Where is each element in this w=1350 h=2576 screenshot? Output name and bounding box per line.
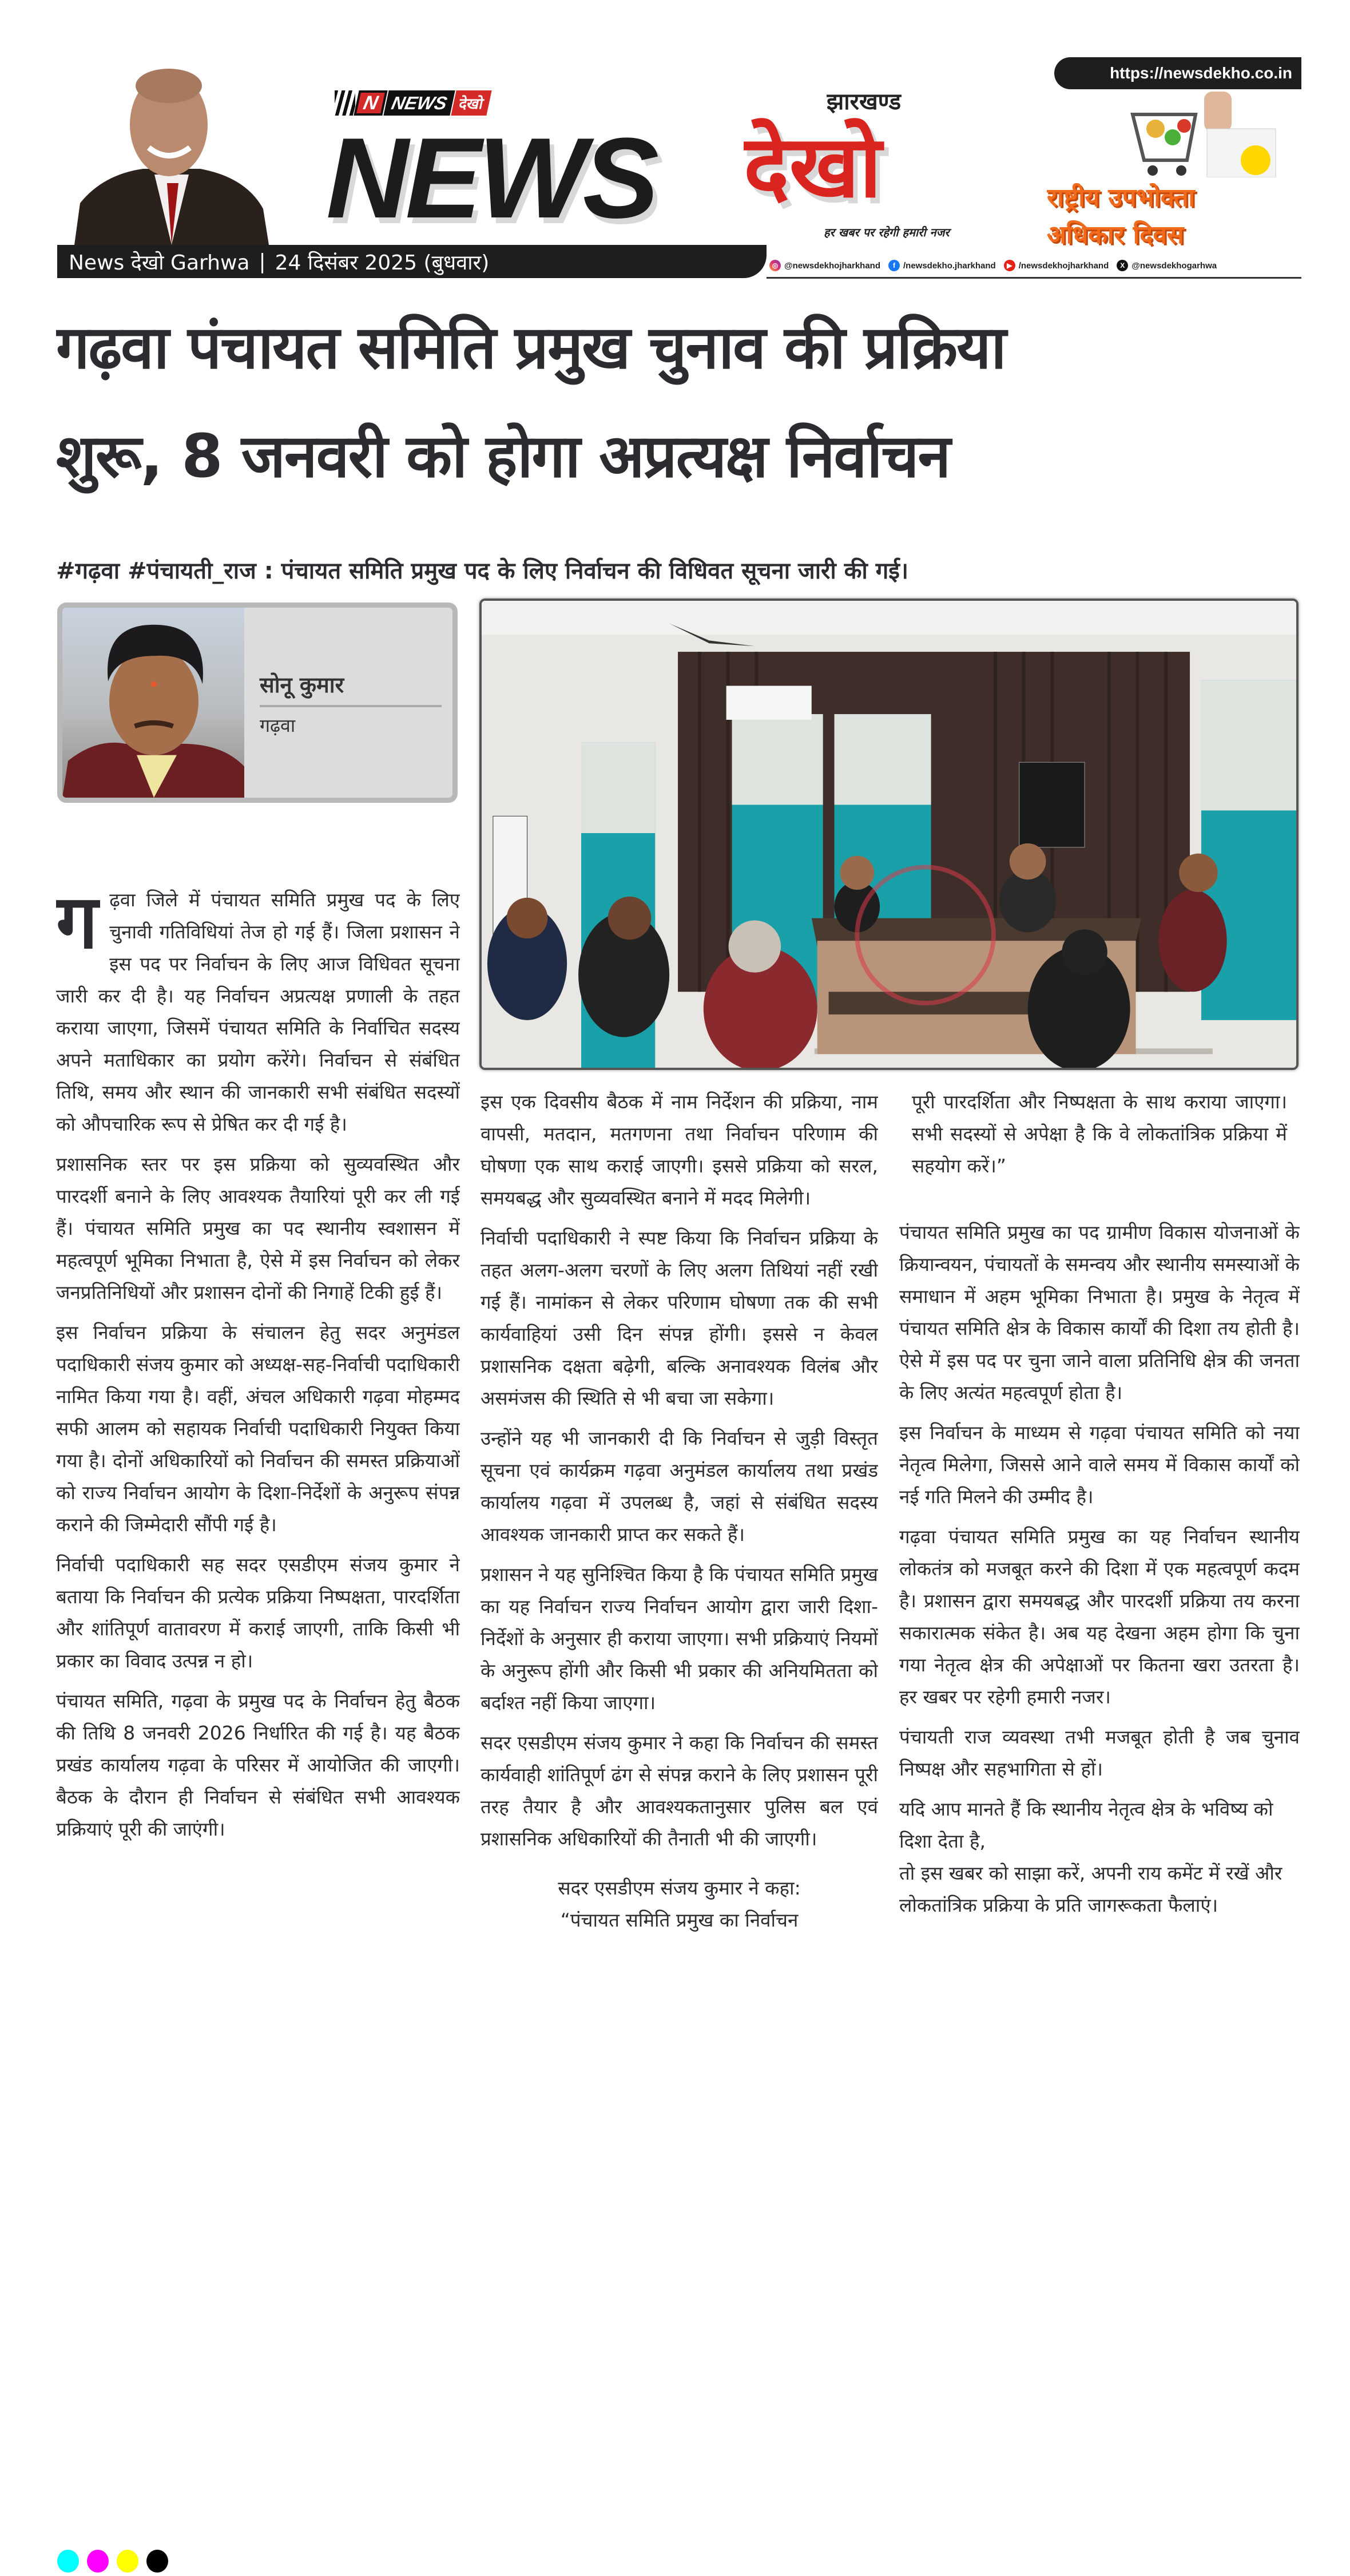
author-byline-card — [57, 603, 458, 803]
consumer-day-ad-image — [1093, 92, 1299, 177]
article-paragraph: पंचायत समिति प्रमुख का पद ग्रामीण विकास योजनाओं के क्रियान्वयन, पंचायतों के समन्वय और स्थानीय समस्याओं के समाधान में अहम भूमिका निभाता है। प्रमुख के नेतृत्व में पंचायत समिति क्षेत्र के विकास कार्यों की दिशा तय होती है। ऐसे में इस पद पर चुना जाने वाला प्रतिनिधि क्षेत्र की जनता के लिए अत्यंत महत्वपूर्ण होता है। — [899, 1221, 1300, 1404]
article-headline — [56, 293, 1303, 522]
article-paragraph: गढ़वा पंचायत समिति प्रमुख का यह निर्वाचन स्थानीय लोकतंत्र को मजबूत करने की दिशा में एक महत्वपूर्ण कदम है। प्रशासन द्वारा समयबद्ध और पारदर्शी प्रक्रिया तय करना सकारात्मक संकेत है। अब यह देखना अहम होगा कि चुना गया नेतृत्व क्षेत्र की अपेक्षाओं पर कितना खरा उतरता है। हर खबर पर रहेगी हमारी नजर। — [899, 1525, 1300, 1708]
article-paragraph: पंचायती राज व्यवस्था तभी मजबूत होती है जब चुनाव निष्पक्ष और सहभागिता से हों। — [899, 1726, 1300, 1780]
small-brand-logo — [335, 90, 489, 116]
brand-tagline: हर खबर पर रहेगी हमारी नजर — [824, 225, 950, 239]
brand-wordmark-dekho: देखो — [744, 118, 882, 216]
meeting-photo — [479, 599, 1299, 1070]
headline-line-1: गढ़वा पंचायत समिति प्रमुख चुनाव की प्रक्रिया — [56, 312, 1006, 382]
facebook-icon[interactable]: f — [888, 260, 900, 271]
logo-n-mark: N — [354, 90, 387, 116]
instagram-handle[interactable]: @newsdekhojharkhand — [784, 260, 880, 271]
author-info — [244, 608, 452, 798]
article-paragraph: इस एक दिवसीय बैठक में नाम निर्देशन की प्रक्रिया, नाम वापसी, मतदान, मतगणना तथा निर्वाचन परिणाम की घोषणा एक साथ कराई जाएगी। इससे प्रक्रिया को सरल, समयबद्ध और सुव्यवस्थित बनाने में मदद मिलेगी। — [481, 1091, 878, 1209]
article-paragraph: इस निर्वाचन के माध्यम से गढ़वा पंचायत समिति को नया नेतृत्व मिलेगा, जिससे आने वाले समय में विकास कार्यों को नई गति मिलने की उम्मीद है। — [899, 1421, 1300, 1508]
youtube-icon[interactable]: ▶ — [1004, 260, 1015, 271]
raised-fist-icon — [1204, 92, 1232, 132]
dateline-bar — [57, 245, 767, 278]
author-photo — [62, 608, 244, 798]
website-url-badge[interactable] — [1054, 57, 1301, 89]
black-dot — [146, 2550, 168, 2573]
author-divider — [260, 705, 442, 707]
air-conditioner — [726, 686, 812, 720]
ad-headline-line1: राष्ट्रीय उपभोक्ता — [1047, 183, 1195, 212]
article-paragraph — [56, 884, 460, 1140]
sun-icon — [1241, 145, 1270, 175]
cmyk-registration-marks — [57, 2550, 168, 2573]
edition-name: News देखो Garhwa — [69, 251, 250, 275]
masthead-portrait-image — [57, 63, 286, 245]
logo-news-text: NEWS — [383, 90, 455, 116]
website-url[interactable]: https://newsdekho.co.in — [1110, 64, 1292, 82]
magenta-dot — [87, 2550, 109, 2573]
x-icon[interactable]: X — [1117, 260, 1128, 271]
x-handle[interactable]: @newsdekhogarhwa — [1131, 260, 1217, 271]
author-name: सोनू कुमार — [260, 672, 344, 697]
drop-cap: ग — [56, 884, 98, 965]
paragraph-text: ढ़वा जिले में पंचायत समिति प्रमुख पद के लिए चुनावी गतिविधियां तेज हो गई हैं। जिला प्रशासन ने इस पद पर निर्वाचन के लिए आज विधिवत सूचना जारी कर दी है। यह निर्वाचन अप्रत्यक्ष प्रणाली के तहत कराया जाएगा, जिसमें पंचायत समिति के निर्वाचित सदस्य अपने मताधिकार का प्रयोग करेंगे। निर्वाचन से संबंधित तिथि, समय और स्थान की जानकारी सभी संबंधित सदस्यों को औपचारिक रूप से प्रेषित कर दी गई है। — [56, 889, 460, 1135]
author-location: गढ़वा — [260, 715, 296, 736]
masthead — [0, 0, 1350, 280]
yellow-dot — [117, 2550, 138, 2573]
logo-stripes — [335, 90, 355, 116]
article-paragraph: सदर एसडीएम संजय कुमार ने कहा कि निर्वाचन की समस्त कार्यवाही शांतिपूर्ण ढंग से संपन्न कराने के लिए प्रशासन पूरी तरह तैयार है और आवश्यकतानुसार पुलिस बल एवं प्रशासनिक अधिकारियों की तैनाती भी की जाएगी। — [481, 1731, 878, 1850]
facebook-handle[interactable]: /newsdekho.jharkhand — [903, 260, 996, 271]
article-paragraph: प्रशासनिक स्तर पर इस प्रक्रिया को सुव्यवस्थित और पारदर्शी बनाने के लिए आवश्यक तैयारियां पूरी कर ली गई हैं। पंचायत समिति प्रमुख का पद स्थानीय स्वशासन में महत्वपूर्ण भूमिका निभाता है, ऐसे में इस निर्वाचन को लेकर जनप्रतिनिधियों और प्रशासन दोनों की निगाहें टिकी हुई हैं। — [56, 1153, 460, 1303]
call-to-action-line: तो इस खबर को साझा करें, अपनी राय कमेंट में रखें और लोकतांत्रिक प्रक्रिया के प्रति जागरूकता फैलाएं। — [899, 1862, 1282, 1916]
article-paragraph: प्रशासन ने यह सुनिश्चित किया है कि पंचायत समिति प्रमुख का यह निर्वाचन राज्य निर्वाचन आयोग द्वारा जारी दिशा-निर्देशों के अनुसार ही कराया जाएगा। सभी प्रक्रियाएं नियमों के अनुरूप होंगी और किसी भी प्रकार की अनियमितता को बर्दाश्त नहीं किया जाएगा। — [481, 1563, 878, 1714]
youtube-handle[interactable]: /newsdekhojharkhand — [1018, 260, 1109, 271]
article-paragraph: निर्वाची पदाधिकारी सह सदर एसडीएम संजय कुमार ने बताया कि निर्वाचन की प्रत्येक प्रक्रिया निष्पक्षता, पारदर्शिता और शांतिपूर्ण वातावरण में कराई जाएगी, ताकि किसी भी प्रकार का विवाद उत्पन्न न हो। — [56, 1553, 460, 1672]
brand-wordmark-news: NEWS — [326, 121, 656, 236]
state-label: झारखण्ड — [827, 89, 902, 115]
quote-intro: सदर एसडीएम संजय कुमार ने कहा: — [558, 1877, 801, 1899]
quote-text-start: “पंचायत समिति प्रमुख का निर्वाचन — [560, 1909, 799, 1931]
masthead-divider — [767, 277, 1301, 279]
cyan-dot — [57, 2550, 79, 2573]
article-column-3 — [899, 1086, 1300, 2568]
article-paragraph: निर्वाची पदाधिकारी ने स्पष्ट किया कि निर्वाचन प्रक्रिया के तहत अलग-अलग चरणों के लिए अलग तिथियां नहीं रखी गई हैं। नामांकन से लेकर परिणाम घोषणा तक की सभी कार्यवाहियां उसी दिन संपन्न होंगी। इससे न केवल प्रशासनिक दक्षता बढ़ेगी, बल्कि अनावश्यक विलंब और असमंजस की स्थिति से भी बचा जा सकेगा। — [481, 1227, 878, 1409]
edition-date: 24 दिसंबर 2025 (बुधवार) — [275, 251, 490, 275]
article-paragraph: पंचायत समिति, गढ़वा के प्रमुख पद के निर्वाचन हेतु बैठक की तिथि 8 जनवरी 2026 निर्धारित की गई है। यह बैठक प्रखंड कार्यालय गढ़वा के परिसर में आयोजित की जाएगी। बैठक के दौरान ही निर्वाचन से संबंधित सभी आवश्यक प्रक्रियाएं पूरी की जाएंगी। — [56, 1690, 460, 1840]
social-handles — [769, 256, 1301, 275]
ad-headline-line2: अधिकार दिवस — [1047, 220, 1184, 249]
dateline-separator: | — [259, 249, 266, 274]
logo-dekho-text: देखो — [451, 90, 491, 116]
pull-quote-continued: पूरी पारदर्शिता और निष्पक्षता के साथ कराया जाएगा। सभी सदस्यों से अपेक्षा है कि वे लोकतांत्रिक प्रक्रिया में सहयोग करें।” — [912, 1091, 1287, 1177]
headline-line-2: शुरू, 8 जनवरी को होगा अप्रत्यक्ष निर्वाचन — [56, 421, 950, 491]
nameplate-board — [1019, 762, 1085, 847]
instagram-icon[interactable]: ◎ — [769, 260, 781, 271]
article-paragraph: इस निर्वाचन प्रक्रिया के संचालन हेतु सदर अनुमंडल पदाधिकारी संजय कुमार को अध्यक्ष-सह-निर्वाची पदाधिकारी नामित किया गया है। वहीं, अंचल अधिकारी गढ़वा मोहम्मद सफी आलम को सहायक निर्वाची पदाधिकारी नियुक्त किया गया है। दोनों अधिकारियों को निर्वाचन की समस्त प्रक्रियाओं को राज्य निर्वाचन आयोग के दिशा-निर्देशों के अनुरूप संपन्न कराने की जिम्मेदारी सौंपी गई है। — [56, 1321, 460, 1536]
pull-quote-start — [481, 1872, 878, 1936]
article-column-2 — [481, 1086, 878, 2568]
article-subheading: #गढ़वा #पंचायती_राज : पंचायत समिति प्रमुख पद के लिए निर्वाचन की विधिवत सूचना जारी की गई। — [56, 558, 909, 584]
article-paragraph: उन्होंने यह भी जानकारी दी कि निर्वाचन से जुड़ी विस्तृत सूचना एवं कार्यक्रम गढ़वा अनुमंडल कार्यालय तथा प्रखंड कार्यालय गढ़वा में उपलब्ध है, जहां से संबंधित सदस्य आवश्यक जानकारी प्राप्त कर सकते हैं। — [481, 1427, 878, 1545]
call-to-action-line: यदि आप मानते हैं कि स्थानीय नेतृत्व क्षेत्र के भविष्य को दिशा देता है, — [899, 1798, 1273, 1852]
article-column-1 — [56, 884, 460, 2543]
